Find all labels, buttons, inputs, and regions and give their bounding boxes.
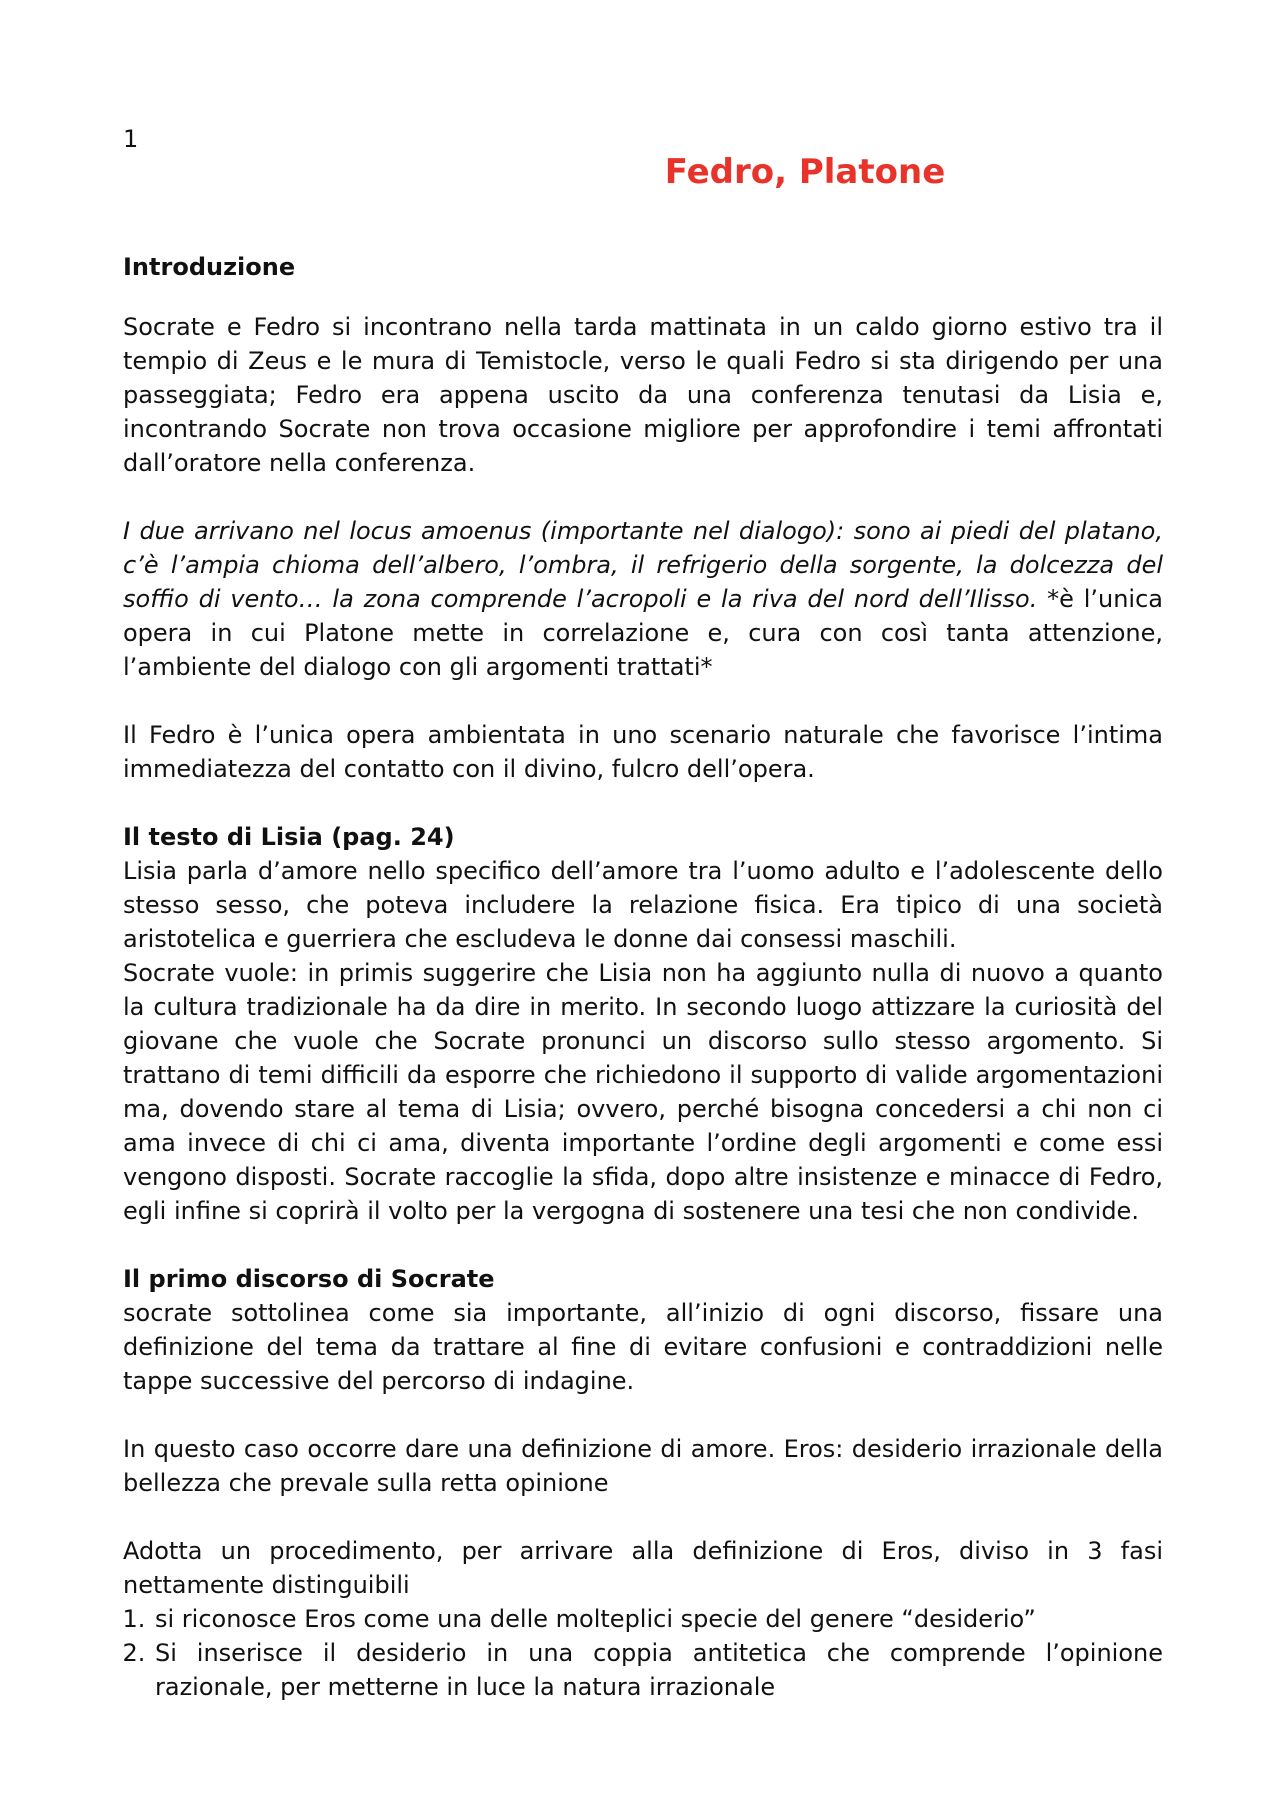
paragraph-locus-amoenus [123,514,1163,684]
document-title: Fedro, Platone [664,152,946,192]
list-item: 2. Si inserisce il desiderio in una coppia antitetica che comprende l’opinione razionale, per metterne in luce la natura irrazionale [153,1636,1163,1704]
note-text: *è l’unica opera in cui Platone mette in correlazione e, cura con così tanta attenzione, l’ambiente del dialogo con gli argomenti trattati* [123,585,1164,681]
paragraph: Il Fedro è l’unica opera ambientata in uno scenario naturale che favorisce l’intima immediatezza del contatto con il divino, fulcro dell’opera. [123,721,1163,783]
paragraph: In questo caso occorre dare una definizione di amore. Eros: desiderio irrazionale della bellezza che prevale sulla retta opinione [123,1435,1163,1497]
paragraph: Adotta un procedimento, per arrivare alla definizione di Eros, diviso in 3 fasi nettamente distinguibili [123,1537,1163,1599]
document-body [123,250,1163,1704]
page-number: 1 [123,125,139,153]
paragraph: Socrate e Fedro si incontrano nella tarda mattinata in un caldo giorno estivo tra il tempio di Zeus e le mura di Temistocle, verso le quali Fedro si sta dirigendo per una passeggiata; Fedro era appena uscito da una conferenza tenutasi da Lisia e, incontrando Socrate non trova occasione migliore per approfondire i temi affrontati dall’oratore nella conferenza. [123,313,1163,477]
section-heading-lisia: Il testo di Lisia (pag. 24) [123,823,455,851]
italic-text: I due arrivano nel locus amoenus (importante nel dialogo): sono ai piedi del platano, c’è l’ampia chioma dell’albero, l’ombra, il refrigerio della sorgente, la dolcezza del soffio di vento… la zona comprende l’acropoli e la riva del nord dell’Ilisso. [123,517,1163,613]
paragraph: socrate sottolinea come sia importante, all’inizio di ogni discorso, fissare una definizione del tema da trattare al fine di evitare confusioni e contraddizioni nelle tappe successive del percorso di indagine. [123,1299,1163,1395]
section-heading-primo-discorso: Il primo discorso di Socrate [123,1265,495,1293]
paragraph: Lisia parla d’amore nello specifico dell’amore tra l’uomo adulto e l’adolescente dello stesso sesso, che poteva includere la relazione fisica. Era tipico di una società aristotelica e guerriera che escludeva le donne dai consessi maschili. [123,857,1163,953]
paragraph: Socrate vuole: in primis suggerire che Lisia non ha aggiunto nulla di nuovo a quanto la cultura tradizionale ha da dire in merito. In secondo luogo attizzare la curiosità del giovane che vuole che Socrate pronunci un discorso sullo stesso argomento. Si trattano di temi difficili da esporre che richiedono il supporto di valide argomentazioni ma, dovendo stare al tema di Lisia; ovvero, perché bisogna concedersi a chi non ci ama invece di chi ci ama, diventa importante l’ordine degli argomenti e come essi vengono disposti. Socrate raccoglie la sfida, dopo altre insistenze e minacce di Fedro, egli infine si coprirà il volto per la vergogna di sostenere una tesi che non condivide. [123,959,1163,1225]
numbered-list [123,1602,1163,1704]
list-item: 1. si riconosce Eros come una delle molteplici specie del genere “desiderio” [153,1602,1163,1636]
section-heading-introduzione: Introduzione [123,253,296,281]
